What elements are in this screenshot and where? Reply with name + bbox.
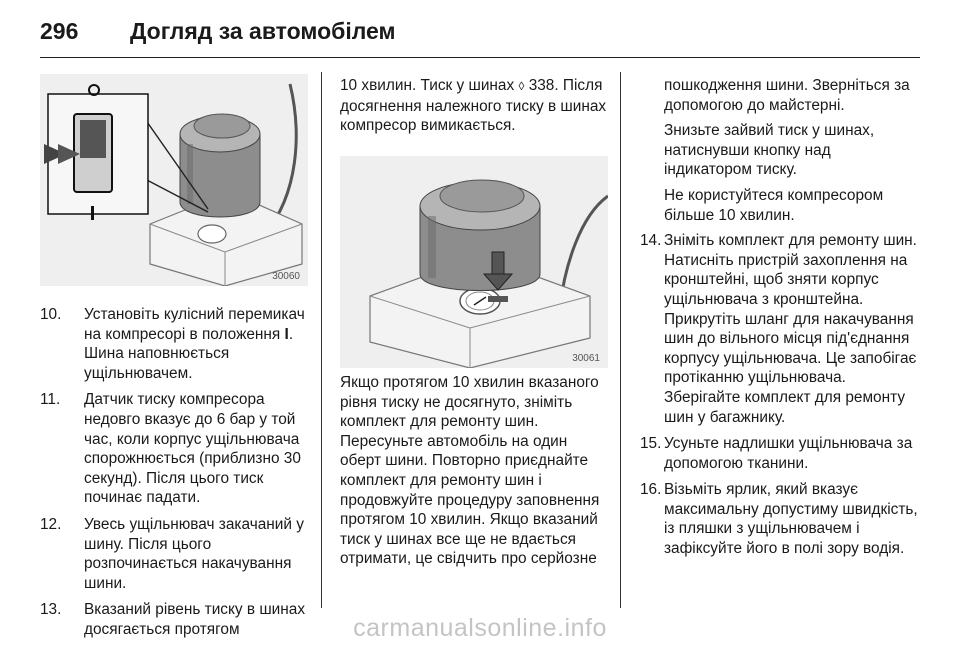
step-text: Вказаний рівень тиску в шинах досягається протягом — [84, 601, 306, 638]
step-number: 11. — [40, 391, 61, 409]
figure-code-30060: 30060 — [272, 271, 300, 282]
paragraph — [340, 76, 608, 136]
column-divider-1 — [321, 72, 322, 608]
figure-compressor-gauge — [340, 156, 608, 368]
step-11 — [40, 390, 310, 508]
page-title: Догляд за автомобілем — [130, 18, 396, 44]
step-text: Усуньте надлишки ущільнювача за допомогою тканини. — [664, 435, 913, 472]
figure-compressor-switch — [40, 74, 308, 286]
page-header — [40, 14, 920, 54]
page-reference-icon: ◊ — [518, 79, 525, 93]
compressor-switch-illustration — [40, 74, 308, 286]
step-text: Установіть кулісний перемикач на компресорі в положення — [84, 306, 305, 343]
step-14 — [640, 231, 922, 427]
header-divider — [40, 57, 920, 58]
text-run: . Після досягнення належного тиску в шинах компресор вимикається. — [340, 77, 607, 135]
page-number: 296 — [40, 18, 79, 44]
steps-list-1 — [40, 305, 310, 640]
step-text: Зніміть комплект для ремонту шин. Натисніть пристрій захоплення на кронштейні, щоб зняти корпус ущільнювача з кронштейна. Прикрутіть шланг для накачування шин до вільного місця під'єднання корпусу ущільнювача. Це запобігає протіканню ущільнювача. Зберігайте комплект для ремонту шин у багажнику. — [664, 232, 917, 426]
paragraph: Знизьте зайвий тиск у шинах, натиснувши кнопку над індикатором тиску. — [664, 122, 875, 179]
step-16 — [640, 480, 922, 558]
figure-code-30061: 30061 — [572, 353, 600, 364]
column-divider-2 — [620, 72, 621, 608]
step-number: 15. — [640, 435, 662, 453]
column-3 — [640, 76, 922, 566]
step-number: 14. — [640, 232, 662, 250]
step-15 — [640, 434, 922, 473]
column-2-bottom — [340, 373, 608, 575]
step-number: 16. — [640, 481, 662, 499]
step-10 — [40, 305, 310, 383]
step-number: 12. — [40, 515, 62, 533]
step-text: Візьміть ярлик, який вказує максимальну допустиму швидкість, із пляшки з ущільнювачем і зафіксуйте його в полі зору водія. — [664, 481, 918, 558]
step-text: Датчик тиску компресора недовго вказує до 6 бар у той час, коли корпус ущільнювача спорожнюється (приблизно 30 секунд). Після цього тиск починає падати. — [84, 391, 301, 507]
step-number: 10. — [40, 306, 62, 323]
text-run: 10 хвилин. Тиск у шинах — [340, 77, 519, 94]
step-text: . Шина наповнюється ущільнювачем. — [84, 325, 294, 382]
page-reference[interactable]: 338 — [528, 77, 555, 94]
watermark: carmanualsonline.info — [353, 614, 607, 642]
step-12 — [40, 515, 310, 593]
compressor-gauge-illustration — [340, 156, 608, 368]
switch-position-label: I — [284, 325, 289, 343]
steps-list-3 — [640, 231, 922, 559]
column-2-top — [340, 76, 608, 142]
step-number: 13. — [40, 601, 62, 619]
paragraph: Якщо протягом 10 хвилин вказаного рівня тиску не досягнуто, зніміть комплект для ремонту шин. Пересуньте автомобіль на один оберт шини. Повторно приєднайте комплект для ремонту шин і продовжуйте процедуру заповнення протягом 10 хвилин. Якщо вказаний тиск у шинах все ще не вдається отримати, це свідчить про серйозне — [340, 374, 600, 568]
column-1 — [40, 305, 310, 647]
step-text: Увесь ущільнювач закачаний у шину. Після цього розпочинається накачування шини. — [84, 515, 304, 592]
paragraph: Не користуйтеся компресором більше 10 хвилин. — [664, 186, 884, 224]
paragraph: пошкодження шини. Зверніться за допомогою до майстерні. — [664, 77, 910, 114]
